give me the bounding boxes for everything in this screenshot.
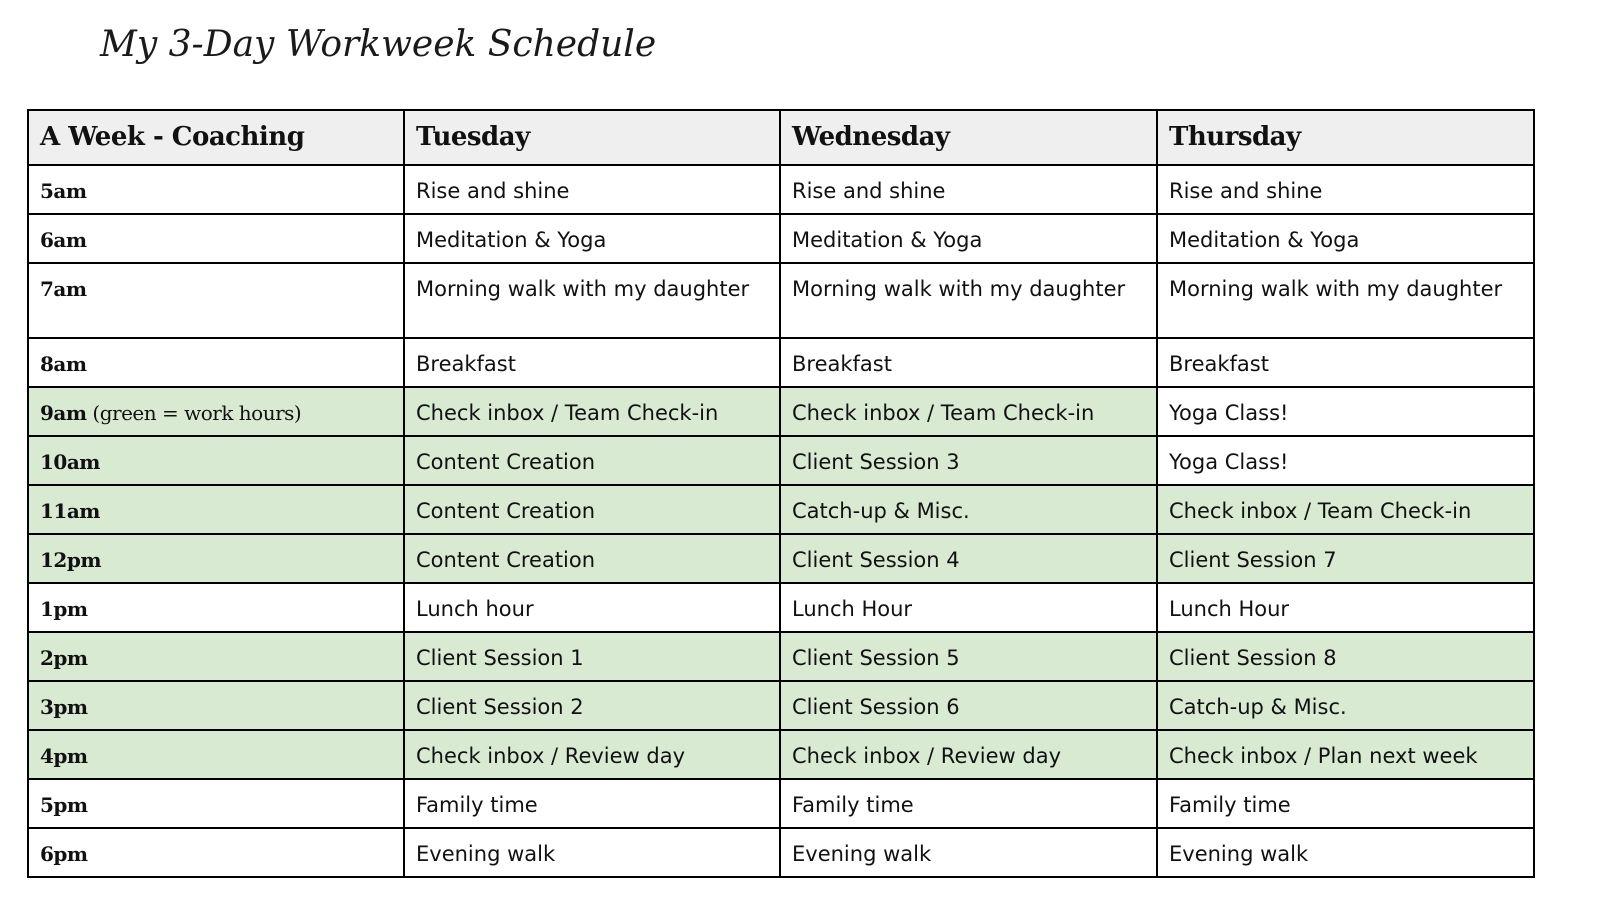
activity-cell-tuesday: Check inbox / Team Check-in [404,387,780,436]
activity-cell-thursday: Morning walk with my daughter [1157,263,1534,338]
activity-cell-wednesday: Client Session 6 [780,681,1157,730]
header-wednesday: Wednesday [780,110,1157,165]
activity-cell-tuesday: Lunch hour [404,583,780,632]
activity-cell-tuesday: Content Creation [404,485,780,534]
activity-cell-tuesday: Client Session 2 [404,681,780,730]
time-label: 10am [40,450,100,474]
activity-cell-thursday: Check inbox / Plan next week [1157,730,1534,779]
time-cell [28,214,404,263]
time-cell [28,436,404,485]
time-label: 6pm [40,842,88,866]
time-cell [28,583,404,632]
table-row [28,828,1534,877]
table-row [28,165,1534,214]
activity-cell-tuesday: Client Session 1 [404,632,780,681]
activity-cell-tuesday: Content Creation [404,534,780,583]
activity-cell-thursday: Client Session 7 [1157,534,1534,583]
time-cell [28,730,404,779]
table-row [28,779,1534,828]
time-label: 7am [40,277,87,301]
header-tuesday: Tuesday [404,110,780,165]
time-cell [28,681,404,730]
time-cell [28,534,404,583]
table-row [28,263,1534,338]
activity-cell-thursday: Evening walk [1157,828,1534,877]
activity-cell-thursday: Breakfast [1157,338,1534,387]
time-cell [28,387,404,436]
time-label: 1pm [40,597,88,621]
activity-cell-tuesday: Breakfast [404,338,780,387]
activity-cell-wednesday: Family time [780,779,1157,828]
activity-cell-tuesday: Family time [404,779,780,828]
header-thursday: Thursday [1157,110,1534,165]
time-cell [28,263,404,338]
activity-cell-thursday: Yoga Class! [1157,436,1534,485]
activity-cell-wednesday: Client Session 4 [780,534,1157,583]
time-label: 2pm [40,646,88,670]
activity-cell-thursday: Check inbox / Team Check-in [1157,485,1534,534]
activity-cell-wednesday: Catch-up & Misc. [780,485,1157,534]
table-row [28,583,1534,632]
table-row [28,214,1534,263]
activity-cell-tuesday: Check inbox / Review day [404,730,780,779]
activity-cell-wednesday: Client Session 5 [780,632,1157,681]
activity-cell-thursday: Yoga Class! [1157,387,1534,436]
activity-cell-wednesday: Breakfast [780,338,1157,387]
activity-cell-thursday: Lunch Hour [1157,583,1534,632]
time-label: 4pm [40,744,88,768]
activity-cell-tuesday: Morning walk with my daughter [404,263,780,338]
activity-cell-tuesday: Evening walk [404,828,780,877]
time-cell [28,165,404,214]
activity-cell-thursday: Client Session 8 [1157,632,1534,681]
table-row [28,534,1534,583]
activity-cell-thursday: Rise and shine [1157,165,1534,214]
activity-cell-wednesday: Lunch Hour [780,583,1157,632]
header-week-label: A Week - Coaching [28,110,404,165]
time-label: 3pm [40,695,88,719]
legend-note: (green = work hours) [86,401,302,425]
schedule-table [27,109,1535,878]
time-cell [28,632,404,681]
time-cell [28,338,404,387]
table-row [28,632,1534,681]
time-cell [28,779,404,828]
activity-cell-wednesday: Client Session 3 [780,436,1157,485]
activity-cell-thursday: Catch-up & Misc. [1157,681,1534,730]
document-title: My 3-Day Workweek Schedule [100,24,657,65]
time-label: 6am [40,228,87,252]
time-cell [28,485,404,534]
header-row [28,110,1534,165]
time-label: 9am [40,401,87,425]
time-label: 11am [40,499,100,523]
table-row [28,436,1534,485]
table-row [28,681,1534,730]
activity-cell-thursday: Family time [1157,779,1534,828]
activity-cell-tuesday: Content Creation [404,436,780,485]
activity-cell-wednesday: Evening walk [780,828,1157,877]
time-label: 8am [40,352,87,376]
activity-cell-wednesday: Check inbox / Review day [780,730,1157,779]
activity-cell-wednesday: Rise and shine [780,165,1157,214]
activity-cell-wednesday: Meditation & Yoga [780,214,1157,263]
activity-cell-tuesday: Meditation & Yoga [404,214,780,263]
table-row [28,338,1534,387]
table-row [28,485,1534,534]
activity-cell-wednesday: Check inbox / Team Check-in [780,387,1157,436]
activity-cell-tuesday: Rise and shine [404,165,780,214]
table-row [28,387,1534,436]
activity-cell-thursday: Meditation & Yoga [1157,214,1534,263]
time-label: 12pm [40,548,101,572]
time-label: 5pm [40,793,88,817]
schedule-body [28,165,1534,877]
time-cell [28,828,404,877]
activity-cell-wednesday: Morning walk with my daughter [780,263,1157,338]
table-row [28,730,1534,779]
time-label: 5am [40,179,87,203]
